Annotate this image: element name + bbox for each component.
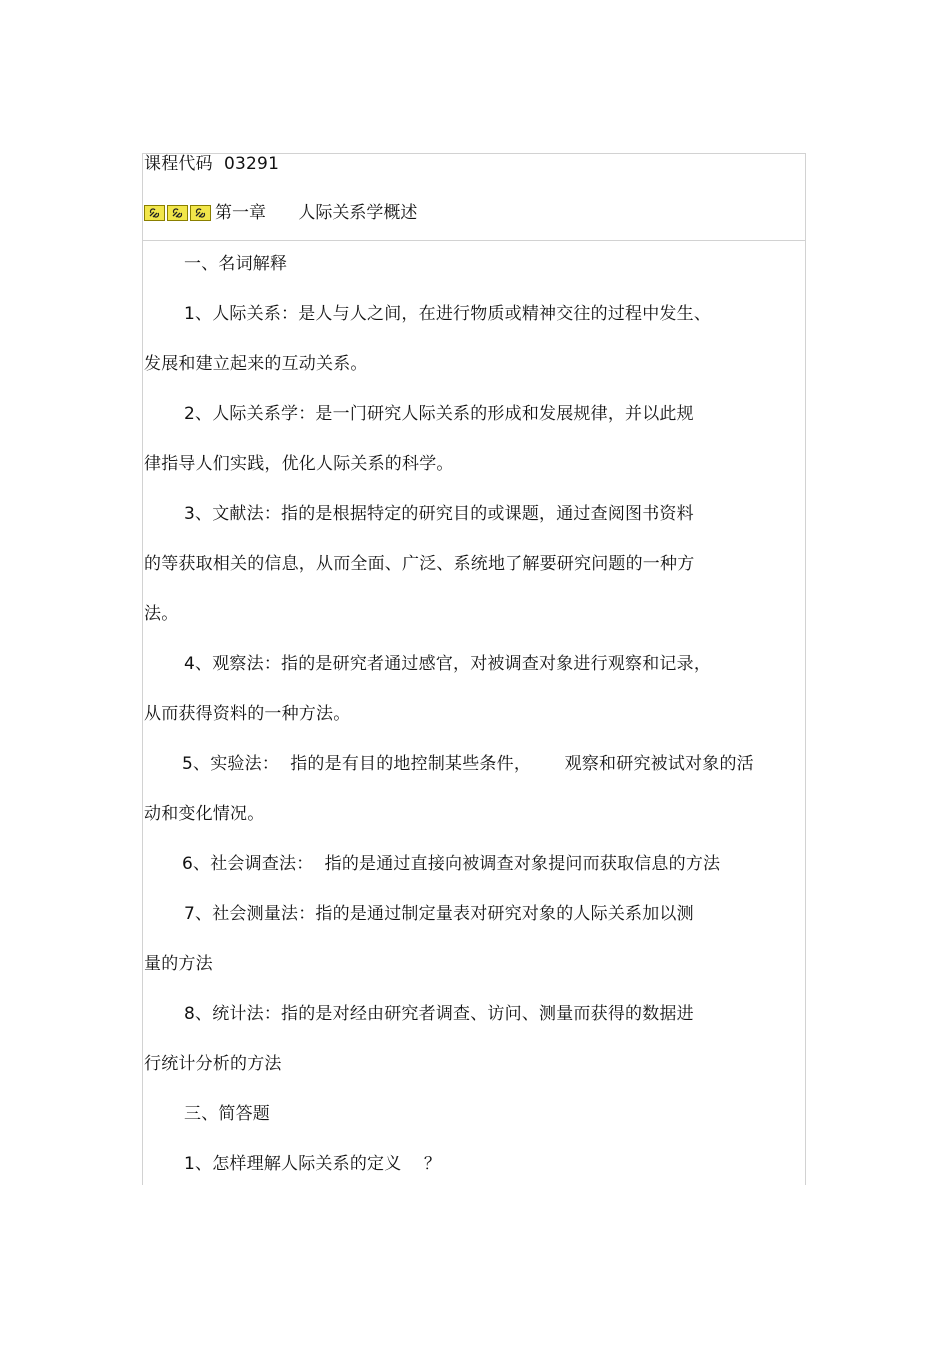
term-line: 动和变化情况。 <box>144 804 265 824</box>
term-line: 8、统计法：指的是对经由研究者调查、访问、测量而获得的数据进 <box>184 1004 694 1024</box>
header-divider <box>142 240 806 241</box>
term-line: 的等获取相关的信息，从而全面、广泛、系统地了解要研究问题的一种方 <box>144 554 695 574</box>
course-code: 课程代码 03291 <box>144 154 280 174</box>
term-line: 从而获得资料的一种方法。 <box>144 704 351 724</box>
term-line: 1、人际关系：是人与人之间，在进行物质或精神交往的过程中发生、 <box>184 304 712 324</box>
link-icon[interactable] <box>190 205 211 221</box>
term-line: 2、人际关系学：是一门研究人际关系的形成和发展规律，并以此规 <box>184 404 694 424</box>
term-line: 发展和建立起来的互动关系。 <box>144 354 368 374</box>
section-heading: 三、简答题 <box>184 1104 270 1124</box>
term-line: 5、实验法： 指的是有目的地控制某些条件， 观察和研究被试对象的活 <box>182 754 754 774</box>
chapter-title: 第一章 人际关系学概述 <box>215 203 418 223</box>
term-line: 4、观察法：指的是研究者通过感官，对被调查对象进行观察和记录， <box>184 654 712 674</box>
nav-icon-group <box>144 205 211 221</box>
term-line: 量的方法 <box>144 954 213 974</box>
term-line: 6、社会调查法： 指的是通过直接向被调查对象提问而获取信息的方法 <box>182 854 721 874</box>
question-line: 1、怎样理解人际关系的定义 ？ <box>184 1154 442 1174</box>
term-line: 法。 <box>144 604 179 624</box>
term-line: 3、文献法：指的是根据特定的研究目的或课题，通过查阅图书资料 <box>184 504 694 524</box>
section-heading: 一、名词解释 <box>184 254 288 274</box>
link-icon[interactable] <box>144 205 165 221</box>
term-line: 7、社会测量法：指的是通过制定量表对研究对象的人际关系加以测 <box>184 904 694 924</box>
term-line: 行统计分析的方法 <box>144 1054 282 1074</box>
link-icon[interactable] <box>167 205 188 221</box>
term-line: 律指导人们实践，优化人际关系的科学。 <box>144 454 454 474</box>
